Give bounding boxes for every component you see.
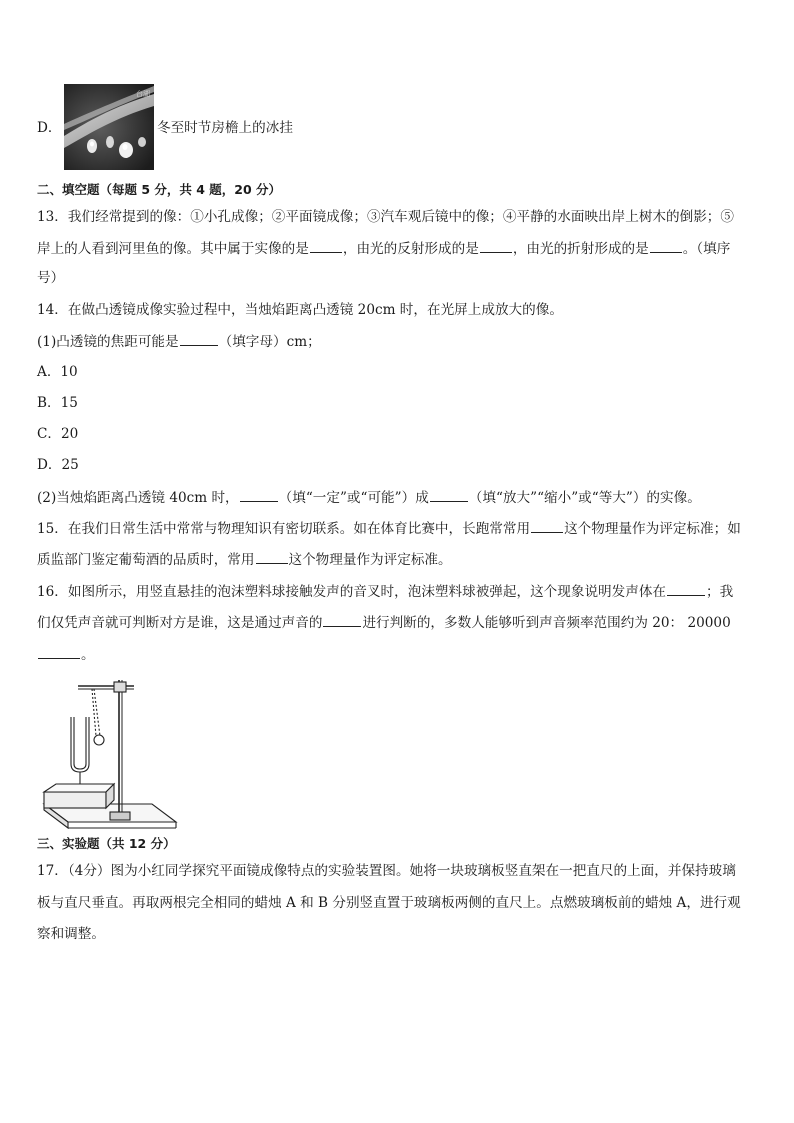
q17-line1: 17．（4分）图为小红同学探究平面镜成像特点的实验装置图。她将一块玻璃板竖直架在一把直尺的上面，并保持玻璃 [37,863,736,879]
q16-text-c: 们仅凭声音就可判断对方是谁，这是通过声音的 [37,615,323,631]
q13-line1: 13．我们经常提到的像：①小孔成像；②平面镜成像；③汽车观后镜中的像；④平静的水面映出岸上树木的倒影；⑤ [37,209,734,225]
tuning-fork-diagram [40,672,190,832]
q16-text-b: ；我 [706,584,734,600]
q14-part1 [37,331,321,352]
q16-blank-timbre[interactable] [323,612,361,627]
q14-p2-text-a: (2)当烛焰距离凸透镜 40cm 时， [37,490,239,506]
q14-part2 [37,487,701,508]
section3-heading: 三、实验题（共 12 分） [37,836,176,851]
q14-blank-focal-length[interactable] [180,331,218,346]
q15-text-a: 15．在我们日常生活中常常与物理知识有密切联系。如在体育比赛中，长跑常常用 [37,521,531,537]
q16-line1 [37,581,733,602]
q13-line2 [37,238,730,259]
q15-text-b: 这个物理量作为评定标准；如 [564,521,741,537]
q16-line3 [37,644,95,665]
q15-line2 [37,549,452,570]
q14-option-c[interactable]: C．20 [37,426,79,442]
icicle-photo [64,84,154,170]
q13-line3: 号） [37,270,65,286]
q16-line2 [37,612,731,633]
photo-caption: 台湖 [136,90,150,98]
q13-text-b: ，由光的反射形成的是 [342,241,479,257]
resonance-box [44,792,106,808]
q14-intro: 14．在做凸透镜成像实验过程中，当烛焰距离凸透镜 20cm 时，在光屏上成放大的像。 [37,302,563,318]
option-d-letter: D． [37,120,62,136]
icicle-photo-image [64,84,154,170]
q13-text-c: ，由光的折射形成的是 [512,241,649,257]
q14-p2-text-b: （填“一定”或“可能”）成 [278,490,429,506]
q13-blank-reflection[interactable] [480,238,512,253]
tuning-fork-figure [40,672,190,832]
q16-text-e: 。 [81,647,95,663]
q17-line3: 察和调整。 [37,926,105,942]
q17-line2: 板与直尺垂直。再取两根完全相同的蜡烛 A 和 B 分别竖直置于玻璃板两侧的直尺上。点燃玻璃板前的蜡烛 A，进行观 [37,895,741,911]
section2-heading: 二、填空题（每题 5 分，共 4 题，20 分） [37,182,282,197]
q14-option-a[interactable]: A．10 [37,364,78,380]
q15-text-d: 这个物理量作为评定标准。 [288,552,452,568]
suspension-thread [92,689,96,736]
q13-text-d: 。（填序 [682,241,731,257]
q14-p1-text-b: （填字母）cm； [218,334,321,350]
q15-blank-wine[interactable] [256,549,288,564]
option-d-text: 冬至时节房檐上的冰挂 [157,120,293,136]
q13-blank-refraction[interactable] [650,238,682,253]
q14-blank-image-size[interactable] [430,487,468,502]
tuning-fork [71,717,89,784]
q14-p2-text-c: （填“放大”“缩小”或“等大”）的实像。 [468,490,701,506]
q16-text-a: 16．如图所示，用竖直悬挂的泡沫塑料球接触发声的音叉时，泡沫塑料球被弹起，这个现象说明发声体在 [37,584,667,600]
q14-p1-text-a: (1)凸透镜的焦距可能是 [37,334,179,350]
q13-text-a: 岸上的人看到河里鱼的像。其中属于实像的是 [37,241,309,257]
q15-blank-running[interactable] [531,518,563,533]
q16-blank-vibrating[interactable] [667,581,705,596]
q16-blank-unit[interactable] [38,644,80,659]
q16-text-d: 进行判断的，多数人能够听到声音频率范围约为 20： 20000 [362,615,731,631]
q15-line1 [37,518,741,539]
foam-ball [94,735,104,745]
q15-text-c: 质监部门鉴定葡萄酒的品质时，常用 [37,552,255,568]
q14-option-d[interactable]: D．25 [37,457,79,473]
q14-option-b[interactable]: B．15 [37,395,78,411]
q13-blank-real-image[interactable] [310,238,342,253]
q14-blank-certainty[interactable] [240,487,278,502]
